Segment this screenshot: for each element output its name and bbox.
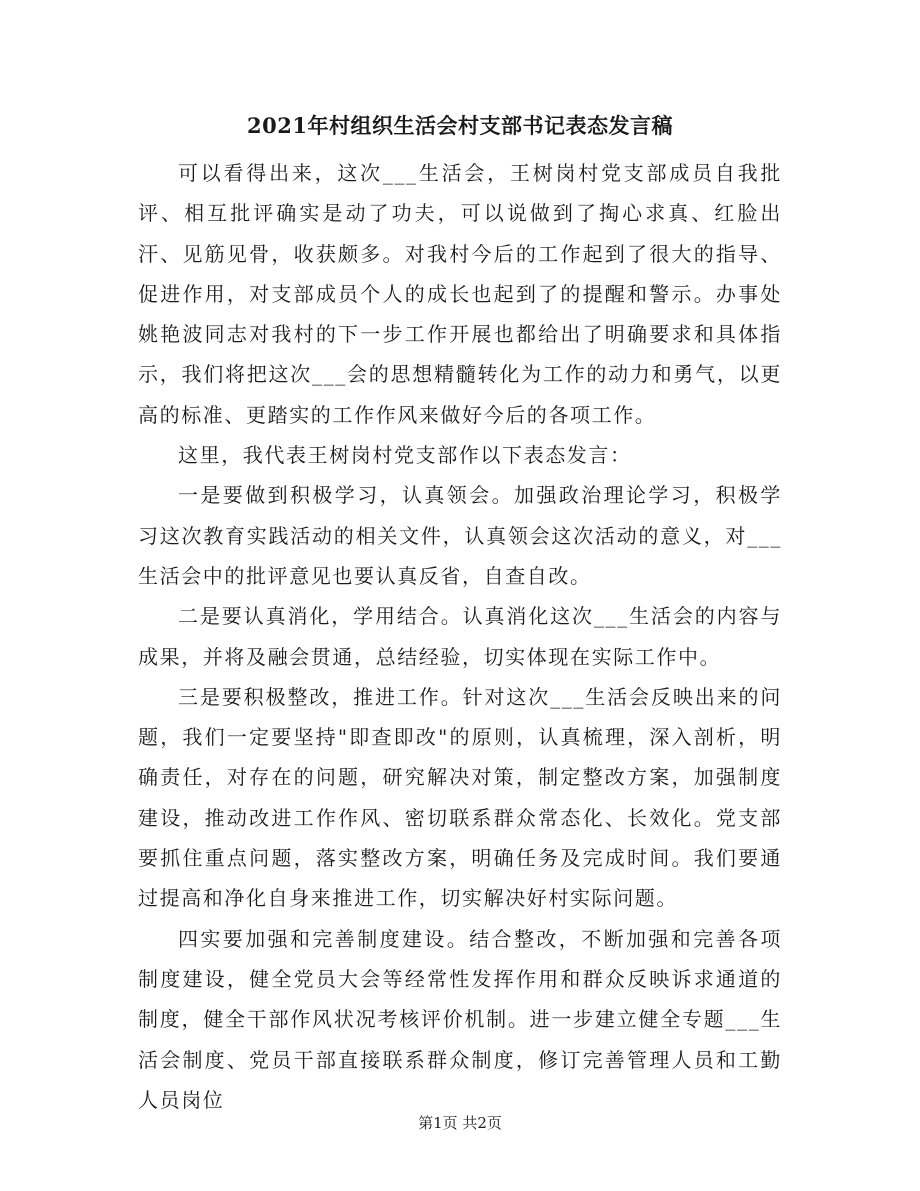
paragraph-1: 可以看得出来，这次___生活会，王树岗村党支部成员自我批评、相互批评确实是动了功夫，可以说做到了掏心求真、红脸出汗、见筋见骨，收获颇多。对我村今后的工作起到了很大的指导、促进作用，对支部成员个人的成长也起到了的提醒和警示。办事处姚艳波同志对我村的下一步工作开展也都给出了明确要求和具体指示，我们将把这次___会的思想精髓转化为工作的动力和勇气，以更高的标准、更踏实的工作作风来做好今后的各项工作。 xyxy=(138,161,782,427)
paragraph-5: 三是要积极整改，推进工作。针对这次___生活会反映出来的问题，我们一定要坚持"即查即改"的原则，认真梳理，深入剖析，明确责任，对存在的问题，研究解决对策，制定整改方案，加强制度建设，推动改进工作作风、密切联系群众常态化、长效化。党支部要抓住重点问题，落实整改方案，明确任务及完成时间。我们要通过提高和净化自身来推进工作，切实解决好村实际问题。 xyxy=(138,684,782,911)
paragraph-3: 一是要做到积极学习，认真领会。加强政治理论学习，积极学习这次教育实践活动的相关文件，认真领会这次活动的意义，对___生活会中的批评意见也要认真反省，自查自改。 xyxy=(138,483,782,588)
paragraph-2: 这里，我代表王树岗村党支部作以下表态发言： xyxy=(178,443,632,468)
document-title: 2021年村组织生活会村支部书记表态发言稿 xyxy=(247,113,673,138)
paragraph-6: 四实要加强和完善制度建设。结合整改，不断加强和完善各项制度建设，健全党员大会等经常性发挥作用和群众反映诉求通道的制度，健全干部作风状况考核评价机制。进一步建立健全专题___生活会制度、党员干部直接联系群众制度，修订完善管理人员和工勤人员岗位 xyxy=(138,926,782,1112)
paragraph-4: 二是要认真消化，学用结合。认真消化这次___生活会的内容与成果，并将及融会贯通，总结经验，切实体现在实际工作中。 xyxy=(138,604,782,669)
page-number-footer: 第1页 共2页 xyxy=(418,1114,502,1132)
document-body xyxy=(138,153,782,1120)
